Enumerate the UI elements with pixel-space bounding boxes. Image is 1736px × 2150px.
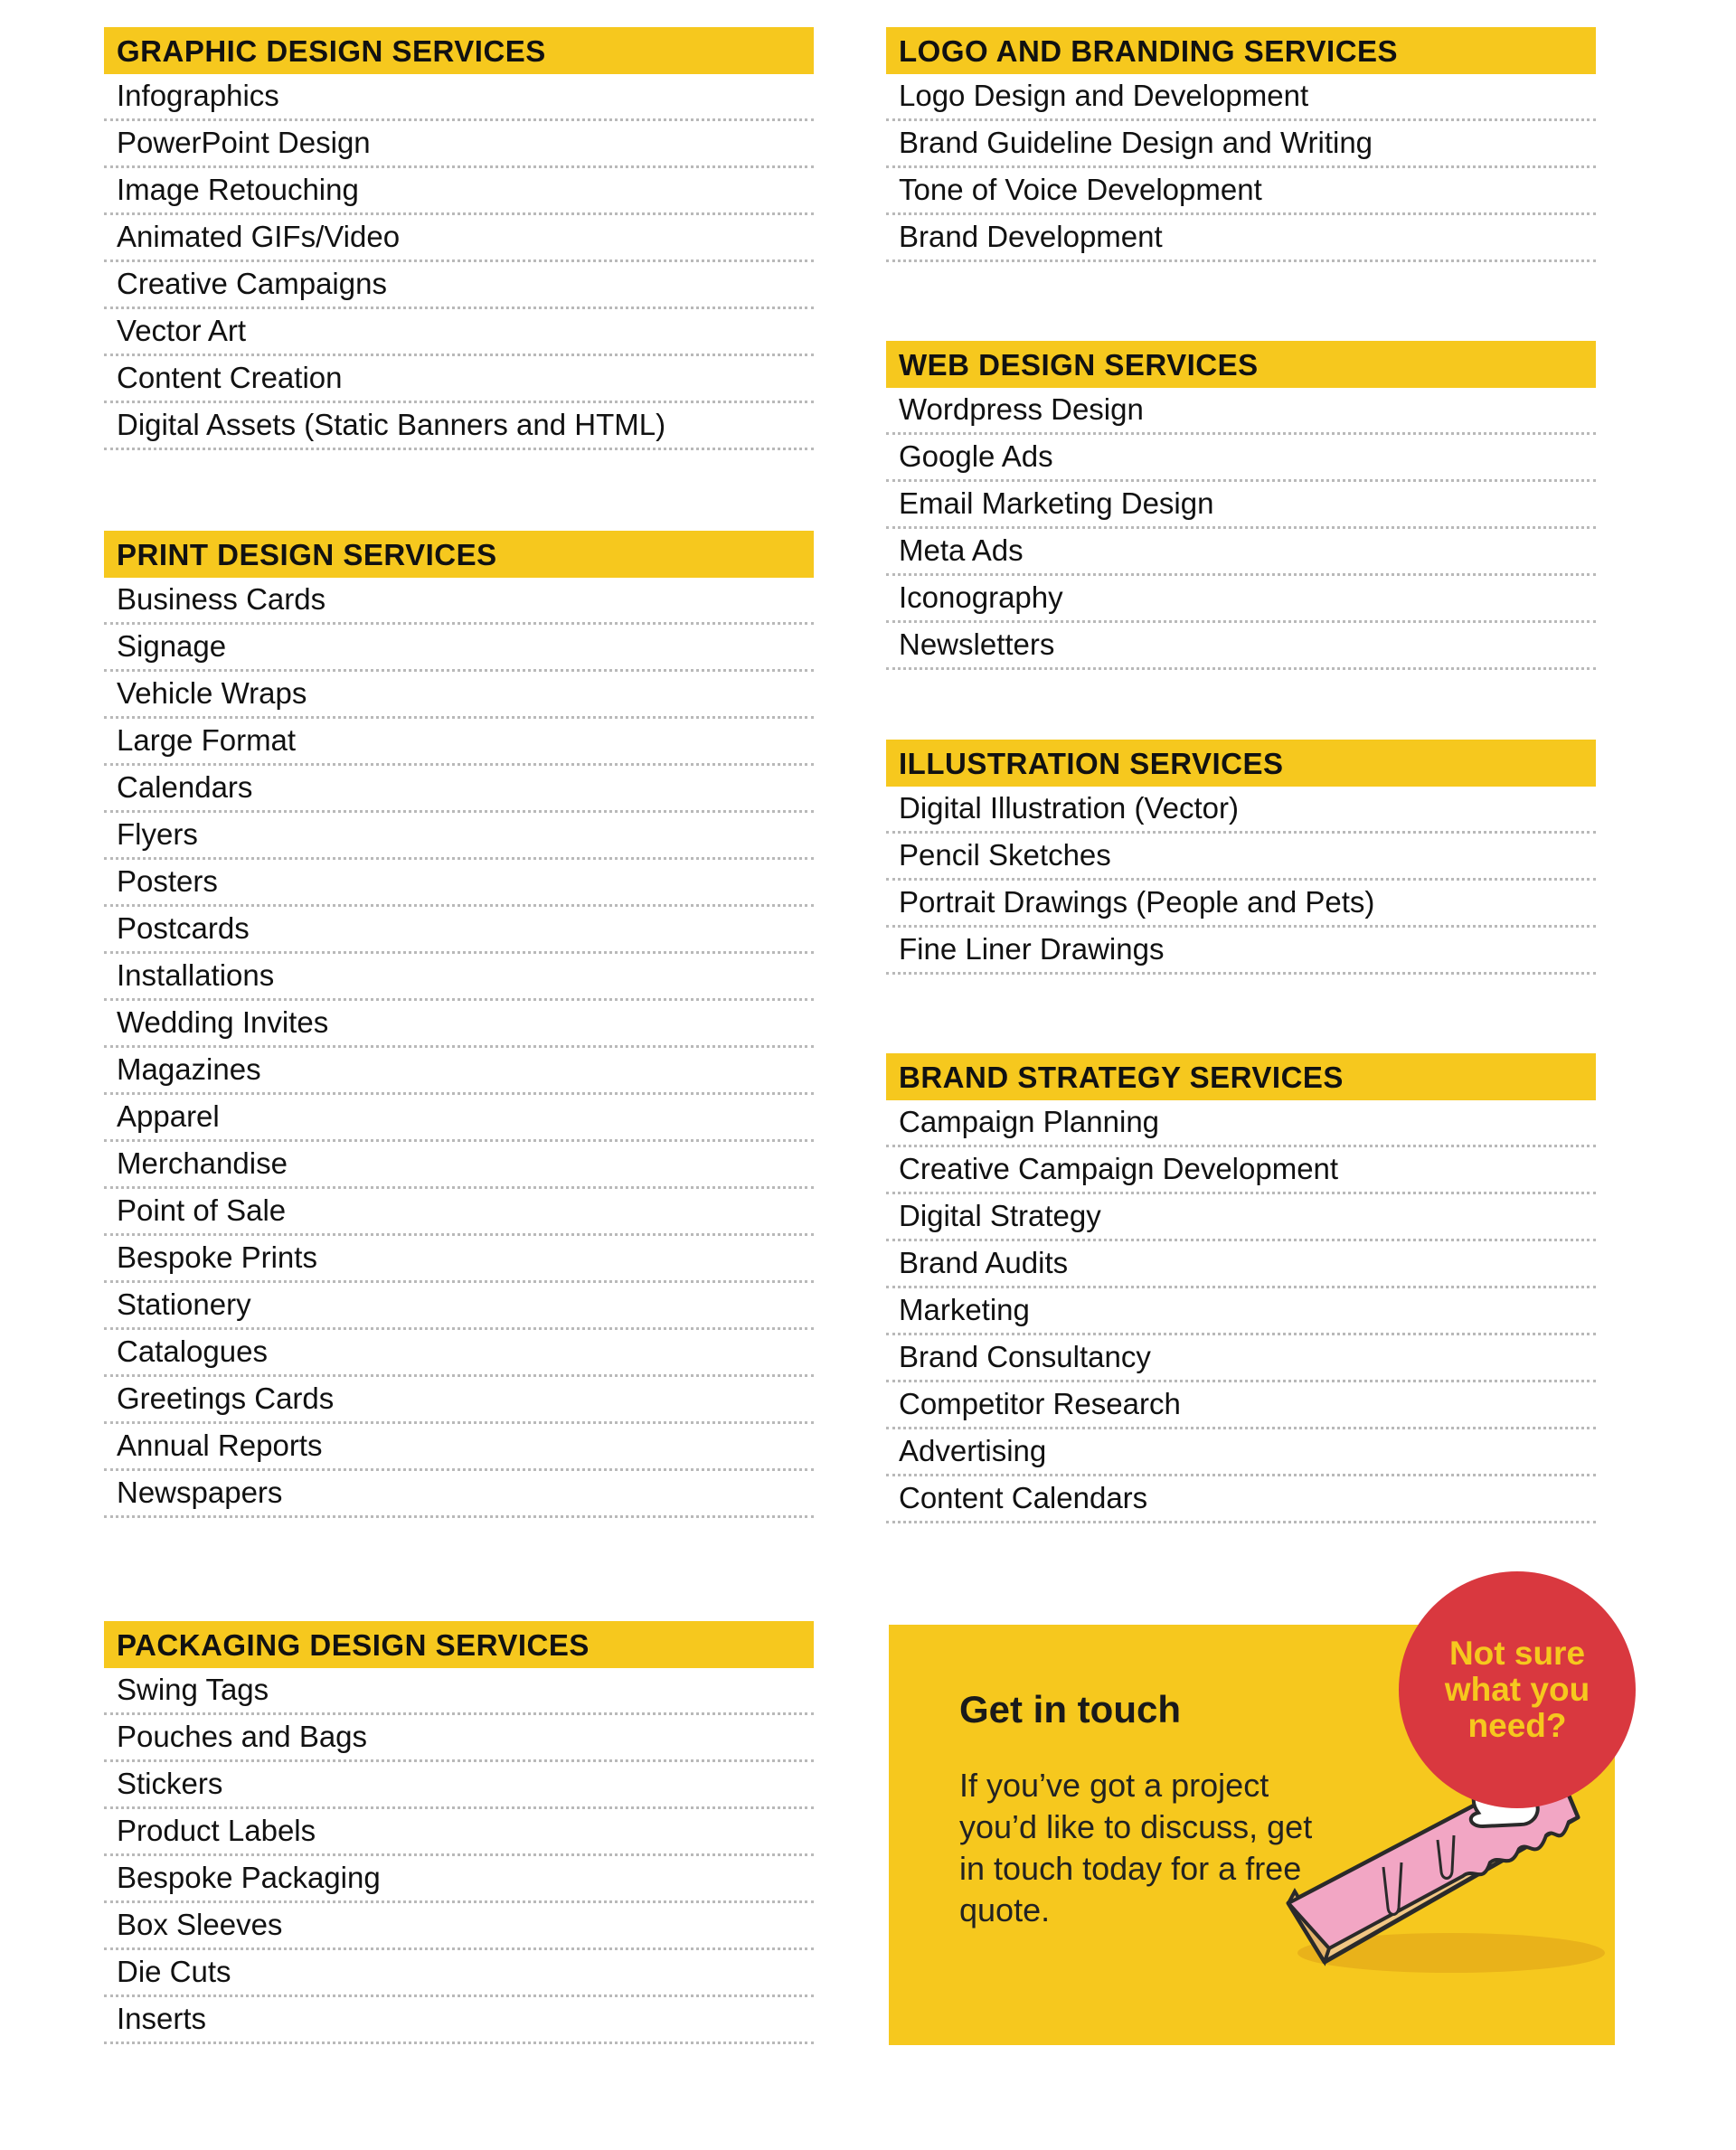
list-item: Box Sleeves: [104, 1903, 814, 1950]
list-item: Digital Strategy: [886, 1194, 1596, 1241]
not-sure-badge: [1399, 1571, 1636, 1808]
cta-body: If you’ve got a project you’d like to discuss, get in touch today for a free quote.: [959, 1767, 1313, 1928]
list-item: Pouches and Bags: [104, 1715, 814, 1762]
list-item: Tone of Voice Development: [886, 168, 1596, 215]
list-item: Marketing: [886, 1288, 1596, 1335]
list-item: Die Cuts: [104, 1950, 814, 1997]
list-item: Campaign Planning: [886, 1100, 1596, 1147]
list-item: Brand Development: [886, 215, 1596, 262]
list-item: Apparel: [104, 1095, 814, 1142]
brand-strategy-section: [886, 1053, 1596, 1523]
packaging-design-section: [104, 1621, 814, 2044]
badge-text: Not sure what you need?: [1444, 1635, 1590, 1744]
list-item: Advertising: [886, 1429, 1596, 1476]
list-item: Bespoke Packaging: [104, 1856, 814, 1903]
list-item: Creative Campaign Development: [886, 1147, 1596, 1194]
list-item: Installations: [104, 954, 814, 1001]
cta-title: Get in touch: [959, 1688, 1181, 1730]
list-item: Email Marketing Design: [886, 482, 1596, 529]
list-item: Point of Sale: [104, 1189, 814, 1236]
print-design-section: [104, 531, 814, 1518]
list-item: Content Creation: [104, 356, 814, 403]
list-item: Pencil Sketches: [886, 834, 1596, 881]
list-item: Brand Guideline Design and Writing: [886, 121, 1596, 168]
list-item: Wedding Invites: [104, 1001, 814, 1048]
service-list: [886, 388, 1596, 670]
graphic-design-section: [104, 27, 814, 450]
list-item: Merchandise: [104, 1142, 814, 1189]
section-header: GRAPHIC DESIGN SERVICES: [104, 27, 814, 74]
list-item: Large Format: [104, 719, 814, 766]
list-item: Digital Illustration (Vector): [886, 787, 1596, 834]
list-item: Google Ads: [886, 435, 1596, 482]
list-item: Brand Audits: [886, 1241, 1596, 1288]
list-item: Bespoke Prints: [104, 1236, 814, 1283]
list-item: Magazines: [104, 1048, 814, 1095]
list-item: Stickers: [104, 1762, 814, 1809]
section-header: WEB DESIGN SERVICES: [886, 341, 1596, 388]
list-item: Newsletters: [886, 623, 1596, 670]
list-item: Product Labels: [104, 1809, 814, 1856]
list-item: Portrait Drawings (People and Pets): [886, 881, 1596, 928]
list-item: Catalogues: [104, 1330, 814, 1377]
list-item: Vehicle Wraps: [104, 672, 814, 719]
list-item: Creative Campaigns: [104, 262, 814, 309]
list-item: Vector Art: [104, 309, 814, 356]
service-list: [886, 74, 1596, 262]
list-item: Inserts: [104, 1997, 814, 2044]
list-item: Annual Reports: [104, 1424, 814, 1471]
list-item: Newspapers: [104, 1471, 814, 1518]
list-item: Business Cards: [104, 578, 814, 625]
list-item: Flyers: [104, 813, 814, 860]
section-header: PACKAGING DESIGN SERVICES: [104, 1621, 814, 1668]
section-header: LOGO AND BRANDING SERVICES: [886, 27, 1596, 74]
list-item: Competitor Research: [886, 1382, 1596, 1429]
section-header: PRINT DESIGN SERVICES: [104, 531, 814, 578]
list-item: Fine Liner Drawings: [886, 928, 1596, 975]
list-item: Content Calendars: [886, 1476, 1596, 1523]
section-header: BRAND STRATEGY SERVICES: [886, 1053, 1596, 1100]
list-item: Postcards: [104, 907, 814, 954]
list-item: Meta Ads: [886, 529, 1596, 576]
list-item: Calendars: [104, 766, 814, 813]
list-item: Iconography: [886, 576, 1596, 623]
web-design-section: [886, 341, 1596, 670]
list-item: Swing Tags: [104, 1668, 814, 1715]
list-item: Logo Design and Development: [886, 74, 1596, 121]
list-item: Greetings Cards: [104, 1377, 814, 1424]
list-item: Digital Assets (Static Banners and HTML): [104, 403, 814, 450]
service-list: [886, 787, 1596, 975]
logo-branding-section: [886, 27, 1596, 262]
list-item: Brand Consultancy: [886, 1335, 1596, 1382]
list-item: Animated GIFs/Video: [104, 215, 814, 262]
list-item: Wordpress Design: [886, 388, 1596, 435]
list-item: Infographics: [104, 74, 814, 121]
service-list: [886, 1100, 1596, 1523]
illustration-section: [886, 740, 1596, 975]
service-list: [104, 1668, 814, 2044]
list-item: Signage: [104, 625, 814, 672]
list-item: Posters: [104, 860, 814, 907]
section-header: ILLUSTRATION SERVICES: [886, 740, 1596, 787]
service-list: [104, 74, 814, 450]
list-item: Stationery: [104, 1283, 814, 1330]
list-item: Image Retouching: [104, 168, 814, 215]
service-list: [104, 578, 814, 1518]
list-item: PowerPoint Design: [104, 121, 814, 168]
